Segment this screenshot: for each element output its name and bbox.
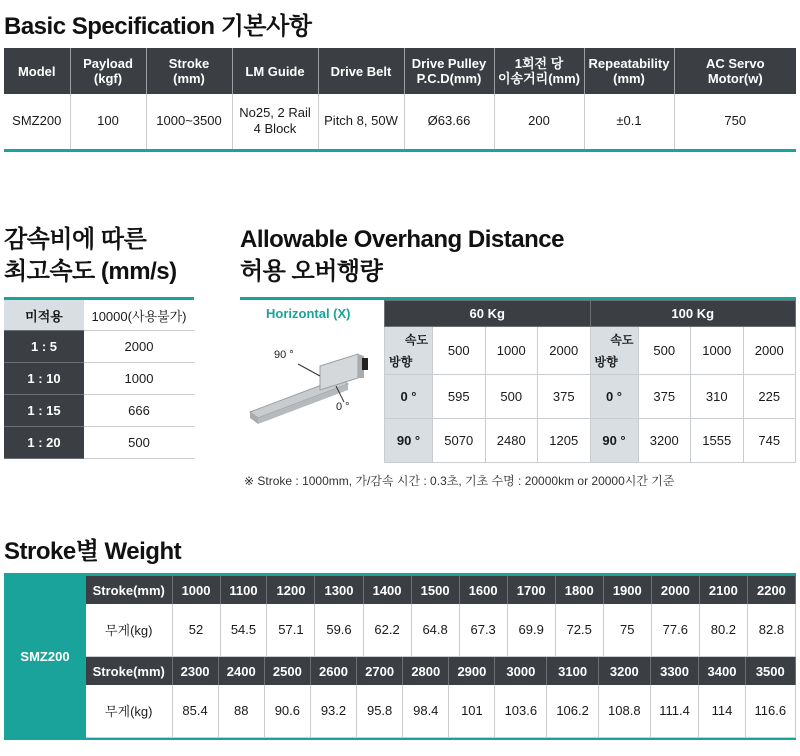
weight-cell: 101 [449, 685, 495, 737]
table-row [4, 427, 194, 459]
ratio-cell: 1 : 20 [4, 427, 84, 459]
weight-cell: 116.6 [745, 685, 795, 737]
weight-row [86, 604, 796, 656]
actuator-illustration [240, 320, 384, 450]
value-cell: Ø63.66 [404, 94, 494, 150]
orientation-panel [240, 300, 384, 448]
header-cell: 1회전 당 이송거리(mm) [494, 48, 584, 94]
weight-cell: 93.2 [310, 685, 356, 737]
stroke-cell: 1700 [507, 576, 555, 604]
weight-cell: 57.1 [267, 604, 315, 656]
load-100kg-header: 100 Kg [590, 301, 796, 327]
stroke-cell: 1100 [220, 576, 267, 604]
overhang-value: 1205 [538, 419, 591, 463]
stroke-cell: 2800 [403, 657, 449, 685]
stroke-cell: 2700 [357, 657, 403, 685]
ratio-cell: 미적용 [4, 299, 84, 331]
ratio-cell: 1 : 5 [4, 331, 84, 363]
speed-cell: 2000 [538, 327, 591, 375]
overhang-value: 375 [638, 375, 691, 419]
overhang-value: 2480 [485, 419, 538, 463]
overhang-note: ※ Stroke : 1000mm, 가/감속 시간 : 0.3초, 기초 수명 : 20000km or 20000시간 기준 [244, 474, 675, 488]
speed-direction-cell [590, 327, 638, 375]
speed-cell: 500 [84, 427, 194, 459]
speed-label: 속도 [404, 333, 428, 347]
weight-cell: 67.3 [459, 604, 507, 656]
weight-cell: 82.8 [747, 604, 795, 656]
stroke-cell: 1900 [603, 576, 651, 604]
load-60kg-header: 60 Kg [385, 301, 591, 327]
overhang-block [240, 297, 796, 448]
weight-cell: 80.2 [699, 604, 747, 656]
speed-cell: 2000 [743, 327, 796, 375]
table-row [4, 299, 194, 331]
overhang-value: 5070 [433, 419, 486, 463]
value-cell: SMZ200 [4, 94, 70, 150]
table-row [4, 363, 194, 395]
weight-cell: 85.4 [172, 685, 218, 737]
speed-cell: 10000(사용불가) [84, 299, 194, 331]
direction-cell: 90 ° [590, 419, 638, 463]
header-cell: Repeatability (mm) [584, 48, 674, 94]
weight-cell: 98.4 [403, 685, 449, 737]
weight-cell: 54.5 [220, 604, 267, 656]
speed-cell: 500 [638, 327, 691, 375]
stroke-row [86, 657, 796, 685]
basic-spec-value-row [4, 94, 796, 150]
stroke-cell: 2300 [172, 657, 218, 685]
stroke-cell: 1800 [555, 576, 603, 604]
header-cell: Stroke (mm) [146, 48, 232, 94]
weight-cell: 90.6 [264, 685, 310, 737]
table-row [4, 331, 194, 363]
stroke-cell: 2200 [747, 576, 795, 604]
stroke-cell: 2100 [699, 576, 747, 604]
weight-cell: 95.8 [357, 685, 403, 737]
overhang-table [384, 300, 796, 463]
overhang-value: 225 [743, 375, 796, 419]
stroke-label: Stroke(mm) [86, 657, 172, 685]
weight-cell: 64.8 [411, 604, 459, 656]
overhang-value: 745 [743, 419, 796, 463]
speed-header-row [385, 327, 796, 375]
direction-cell: 0 ° [385, 375, 433, 419]
direction-cell: 0 ° [590, 375, 638, 419]
direction-label: 방향 [389, 355, 413, 369]
weight-cell: 52 [172, 604, 220, 656]
stroke-cell: 2500 [264, 657, 310, 685]
header-cell: AC Servo Motor(w) [705, 56, 765, 86]
header-cell: Drive Belt [318, 48, 404, 94]
overhang-value: 1555 [691, 419, 744, 463]
value-cell: 200 [494, 94, 584, 150]
value-cell: No25, 2 Rail 4 Block [232, 94, 318, 150]
weight-block [4, 573, 796, 740]
speed-cell: 1000 [485, 327, 538, 375]
weight-cell: 72.5 [555, 604, 603, 656]
stroke-cell: 1400 [363, 576, 411, 604]
speed-cell: 500 [433, 327, 486, 375]
stroke-row [86, 576, 796, 604]
stroke-label: Stroke(mm) [86, 576, 172, 604]
overhang-value: 500 [485, 375, 538, 419]
speed-label: 속도 [610, 333, 634, 347]
stroke-cell: 1200 [267, 576, 315, 604]
value-cell: 1000~3500 [146, 94, 232, 150]
overhang-value: 310 [691, 375, 744, 419]
table-row [4, 395, 194, 427]
ratio-cell: 1 : 10 [4, 363, 84, 395]
basic-spec-table [4, 48, 796, 152]
stroke-cell: 2600 [310, 657, 356, 685]
weight-cell: 59.6 [315, 604, 363, 656]
stroke-cell: 3100 [547, 657, 599, 685]
stroke-cell: 2400 [218, 657, 264, 685]
value-cell: ±0.1 [584, 94, 674, 150]
speed-direction-cell [385, 327, 433, 375]
value-cell: Pitch 8, 50W [318, 94, 404, 150]
stroke-cell: 1500 [411, 576, 459, 604]
load-header-row [385, 301, 796, 327]
direction-row-90 [385, 419, 796, 463]
weight-label: 무게(kg) [86, 685, 172, 737]
speed-cell: 1000 [84, 363, 194, 395]
weight-cell: 77.6 [651, 604, 699, 656]
header-cell: Drive Pulley P.C.D(mm) [404, 48, 494, 94]
weight-cell: 114 [699, 685, 745, 737]
orientation-label: Horizontal (X) [266, 306, 351, 321]
weight-cell: 103.6 [495, 685, 547, 737]
stroke-cell: 3300 [650, 657, 699, 685]
header-cell: Payload (kgf) [70, 48, 146, 94]
stroke-cell: 3400 [699, 657, 745, 685]
angle-0-label: 0 ° [336, 401, 350, 413]
overhang-value: 3200 [638, 419, 691, 463]
overhang-value: 595 [433, 375, 486, 419]
weight-cell: 108.8 [598, 685, 650, 737]
weight-table-1 [86, 576, 796, 657]
overhang-value: 375 [538, 375, 591, 419]
weight-table-2 [86, 657, 796, 738]
weight-row [86, 685, 796, 737]
weight-model-cell: SMZ200 [4, 576, 86, 737]
header-cell: LM Guide [232, 48, 318, 94]
stroke-cell: 3200 [598, 657, 650, 685]
speed-cell: 666 [84, 395, 194, 427]
stroke-cell: 1300 [315, 576, 363, 604]
basic-spec-header-row [4, 48, 796, 94]
weight-title: Stroke별 Weight [4, 538, 182, 565]
weight-cell: 111.4 [650, 685, 699, 737]
stroke-cell: 3000 [495, 657, 547, 685]
basic-spec-title: Basic Specification 기본사항 [4, 13, 312, 40]
direction-cell: 90 ° [385, 419, 433, 463]
stroke-cell: 2900 [449, 657, 495, 685]
stroke-cell: 1600 [459, 576, 507, 604]
weight-cell: 62.2 [363, 604, 411, 656]
stroke-cell: 2000 [651, 576, 699, 604]
direction-row-0 [385, 375, 796, 419]
weight-cell: 69.9 [507, 604, 555, 656]
max-speed-title: 감속비에 따른 최고속도 (mm/s) [4, 226, 177, 285]
weight-cell: 75 [603, 604, 651, 656]
speed-cell: 1000 [691, 327, 744, 375]
value-cell: 750 [724, 113, 747, 129]
weight-cell: 88 [218, 685, 264, 737]
ratio-cell: 1 : 15 [4, 395, 84, 427]
stroke-cell: 3500 [745, 657, 795, 685]
stroke-cell: 1000 [172, 576, 220, 604]
header-cell: Model [4, 48, 70, 94]
value-cell: 100 [70, 94, 146, 150]
weight-cell: 106.2 [547, 685, 599, 737]
direction-label: 방향 [594, 355, 618, 369]
angle-90-label: 90 ° [274, 349, 294, 361]
overhang-title: Allowable Overhang Distance 허용 오버행량 [240, 226, 564, 285]
weight-label: 무게(kg) [86, 604, 172, 656]
speed-cell: 2000 [84, 331, 194, 363]
max-speed-table [4, 297, 194, 459]
